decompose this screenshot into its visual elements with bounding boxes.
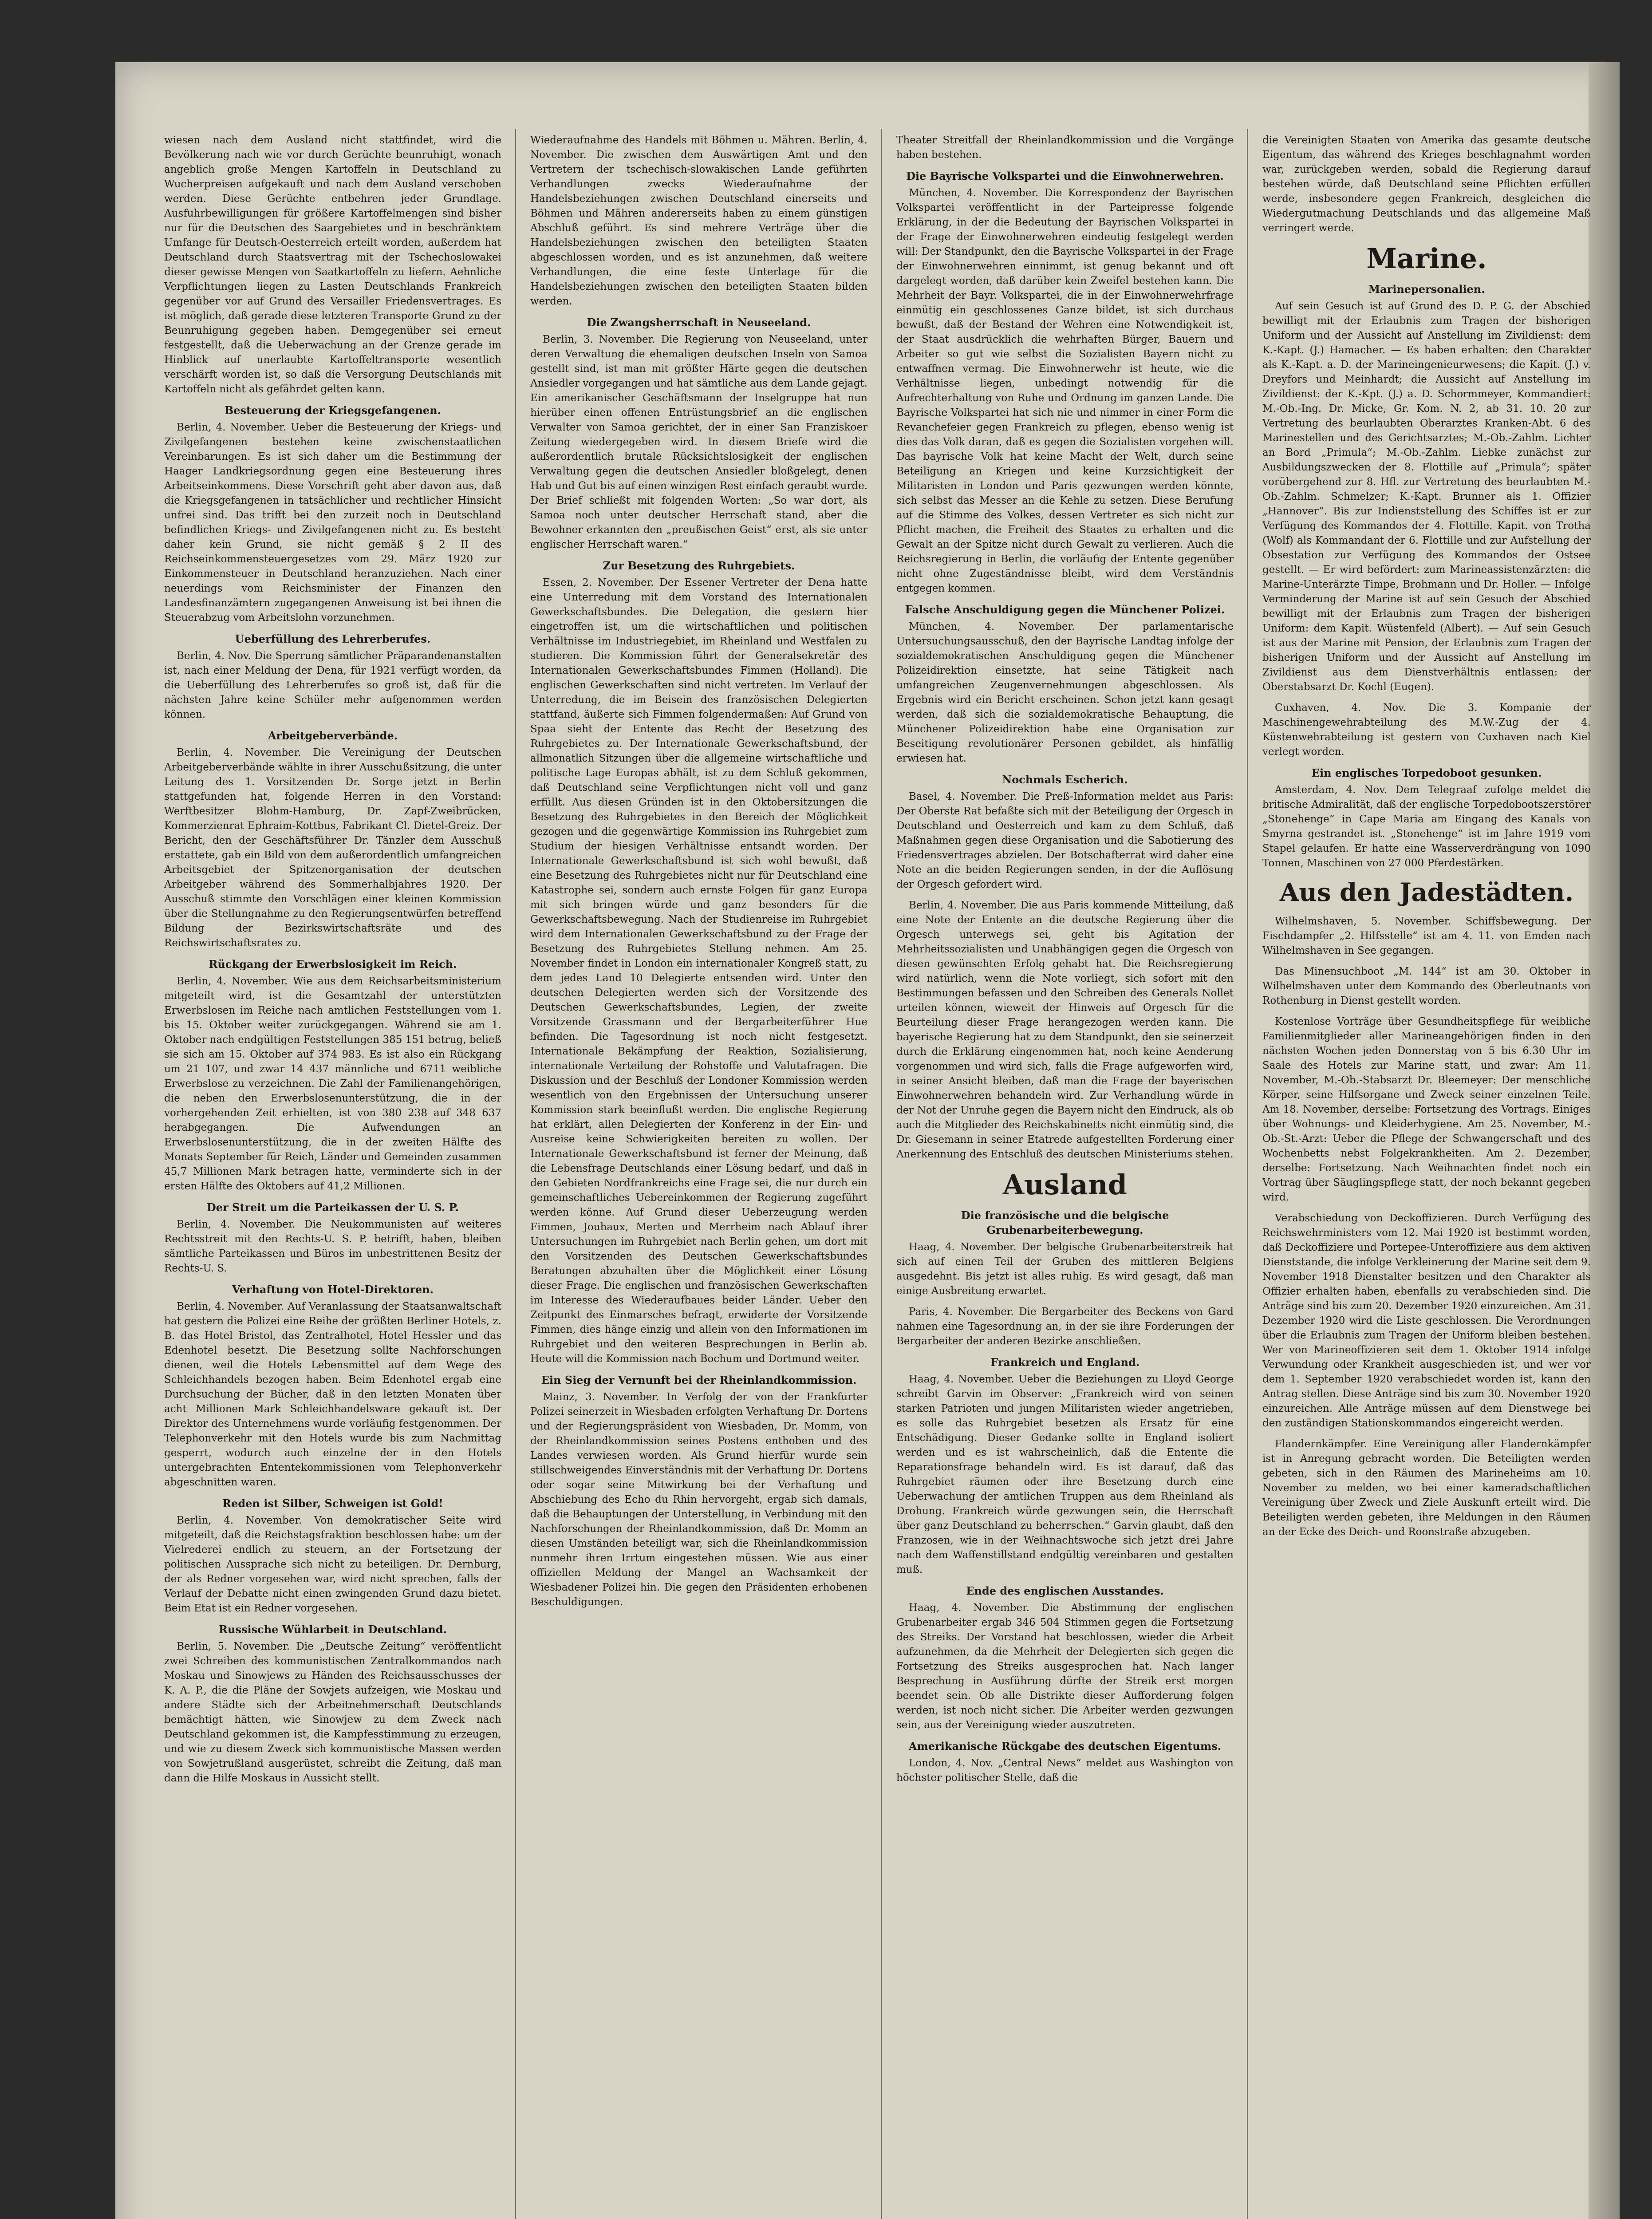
article bbox=[164, 403, 501, 625]
article-heading: Ein Sieg der Vernunft bei der Rheinlandkommission. bbox=[541, 1374, 857, 1386]
article bbox=[1262, 914, 1591, 958]
article bbox=[1262, 282, 1591, 695]
article bbox=[164, 1622, 501, 1786]
article-text: Berlin, 4. November. Von demokratischer Seite wird mitgeteilt, daß die Reichstagsfraktion beschlossen habe: um der Vielrederei endlich zu steuern, an der Fortsetzung der politischen Aussprache sich nicht zu beteiligen. Dr. Dernburg, der als Redner vorgesehen war, wird nicht sprechen, falls der Verlauf der Debatte nicht einen zwingenden Grund dazu bietet. Beim Etat ist ein Redner vorgesehen. bbox=[164, 1515, 501, 1614]
article bbox=[164, 728, 501, 951]
article-heading: Amerikanische Rückgabe des deutschen Eigentums. bbox=[908, 1740, 1222, 1753]
article-text: Basel, 4. November. Die Preß-Information meldet aus Paris: Der Oberste Rat befaßte sich mit der Beteiligung der Orgesch in Deutschland und Oesterreich und kam zu dem Schluß, daß Maßnahmen gegen diese Organisation und die Sabotierung des Friedensvertrages abzielen. Der Botschafterrat wird daher eine Note an die beiden Regierungen senden, in der die Auflösung der Orgesch gefordert wird. bbox=[896, 791, 1234, 890]
article-text: Flandernkämpfer. Eine Vereinigung aller Flandernkämpfer ist in Anregung gebracht worden. Die Beteiligten werden gebeten, sich in den Räumen des Marineheims am 10. November zu melden, wo bei einer kameradschaftlichen Vereinigung über Zweck und Ziele Auskunft erteilt wird. Die Beteiligten werden gebeten, ihre Meldungen in den Räumen an der Ecke des Deich- und Roonstraße abzugeben. bbox=[1262, 1438, 1591, 1538]
article bbox=[1262, 701, 1591, 759]
article bbox=[164, 1496, 501, 1616]
article-text: Amsterdam, 4. Nov. Dem Telegraaf zufolge meldet die britische Admiralität, daß der englische Torpedobootszerstörer „Stonehenge“ in Cape Maria am Eingang des Kanals von Smyrna gestrandet ist. „Stonehenge“ ist im Jahre 1919 vom Stapel gelaufen. Er hatte eine Wasserverdrängung von 1090 Tonnen, Maschinen von 27 000 Pferdestärken. bbox=[1262, 784, 1591, 869]
article bbox=[1262, 877, 1591, 908]
article-heading: Reden ist Silber, Schweigen ist Gold! bbox=[222, 1497, 443, 1510]
article bbox=[1262, 766, 1591, 871]
article-heading: Ein englisches Torpedoboot gesunken. bbox=[1311, 766, 1542, 779]
column-1 bbox=[164, 133, 501, 2219]
article-heading: Arbeitgeberverbände. bbox=[268, 729, 398, 742]
article-heading: Russische Wühlarbeit in Deutschland. bbox=[219, 1623, 447, 1636]
article bbox=[896, 1305, 1234, 1349]
article-text: Paris, 4. November. Die Bergarbeiter des Beckens von Gard nahmen eine Tagesordnung an, in der sie ihre Forderungen der Bergarbeiter der anderen Bezirke anschließen. bbox=[896, 1306, 1234, 1347]
article-text: Mainz, 3. November. In Verfolg der von der Frankfurter Polizei seinerzeit in Wiesbaden erfolgten Verhaftung Dr. Dortens und der Regierungspräsident von Wiesbaden, Dr. Momm, von der Rheinlandkommission seines Postens enthoben und des Landes verwiesen worden. Als Grund hierfür wurde sein stillschweigendes Einverständnis mit der Verhaftung Dr. Dortens oder sogar seine Mitwirkung bei der Verhaftung und Abschiebung des Echo du Rhin hervorgeht, ergab sich damals, daß die Behauptungen der Unterstellung, in Verbindung mit den Nachforschungen der Rheinlandkommission, daß Dr. Momm an diesen Umständen beteiligt war, sich die Rheinlandkommission nunmehr ihren Irrtum eingestehen müssen. Wie aus einer offiziellen Meldung der Mangel an Wachsamkeit der Wiesbadener Polizei hin. Die gegen den Präsidenten erhobenen Beschuldigungen. bbox=[530, 1391, 867, 1608]
column-2 bbox=[530, 133, 867, 2219]
article-heading: Rückgang der Erwerbslosigkeit im Reich. bbox=[209, 958, 457, 971]
article bbox=[896, 1208, 1234, 1299]
article-heading: Der Streit um die Parteikassen der U. S. P. bbox=[206, 1201, 459, 1214]
article-text: Berlin, 4. November. Auf Veranlassung der Staatsanwaltschaft hat gestern die Polizei eine Reihe der größten Berliner Hotels, z. B. das Hotel Bristol, das Zentralhotel, Hotel Hessler und das Edenhotel besetzt. Die Besetzung sollte Nachforschungen dienen, weil die Hotels Lebensmittel auf dem Wege des Schleichhandels bezogen haben. Beim Edenhotel ergab eine Durchsuchung der Bücher, daß in den letzten Monaten über acht Millionen Mark Schleichhandelsware gekauft ist. Der Direktor des Unternehmens wurde vorläufig festgenommen. Der Telephonverkehr mit den Hotels wurde bis zum Nachmittag gesperrt, wodurch auch einzelne der in den Hotels untergebrachten Ententekommissionen vom Telephonverkehr abgeschnitten waren. bbox=[164, 1301, 501, 1488]
article-text: Cuxhaven, 4. Nov. Die 3. Kompanie der Maschinengewehrabteilung des M.W.-Zug der 4. Küstenwehrabteilung ist gestern von Cuxhaven nach Kiel verlegt worden. bbox=[1262, 702, 1591, 758]
article bbox=[896, 1739, 1234, 1785]
column-rule bbox=[1247, 129, 1248, 2219]
article-text: die Vereinigten Staaten von Amerika das gesamte deutsche Eigentum, das während des Krieges beschlagnahmt worden war, zurückgeben werden, sobald die Regierung darauf bestehen würde, daß Deutschland seine Pflichten erfüllen werde, insbesondere gegen Frankreich, desgleichen die Wiedergutmachung Deutschlands und das allgemeine Maß verringert werde. bbox=[1262, 134, 1591, 234]
article-text: Das Minensuchboot „M. 144“ ist am 30. Oktober in Wilhelmshaven unter dem Kommando des Oberleutnants von Rothenburg in Dienst gestellt worden. bbox=[1262, 966, 1591, 1007]
article-heading: Ueberfüllung des Lehrerberufes. bbox=[235, 632, 431, 645]
column-4 bbox=[1262, 133, 1591, 2219]
article bbox=[164, 133, 501, 397]
article-heading: Zur Besetzung des Ruhrgebiets. bbox=[603, 559, 795, 572]
article-text: Auf sein Gesuch ist auf Grund des D. P. G. der Abschied bewilligt mit der Erlaubnis zum Tragen der bisherigen Uniform und der Aussicht auf Anstellung im Zivildienst: dem K.-Kapt. (J.) Hamacher. — Es haben erhalten: den Charakter als K.-Kapt. a. D. der Marineingenieurwesens; die Kapit. (J.) v. Dreyfors und Meinhardt; die Aussicht auf Anstellung im Zivildienst: der K.-Kpt. (J.) a. D. Schormmeyer, Kommandiert: M.-Ob.-Ing. Dr. Micke, Gr. Kom. N. 2, ab 31. 10. 20 zur Vertretung des beurlaubten Oberarztes Kranken-Abt. 6 des Marinestellen und des Gerichtsarztes; M.-Ob.-Zahlm. Lichter an Bord „Primula“; M.-Ob.-Zahlm. Liebke zunächst zur Ausbildungszwecken der 8. Flottille auf „Primula“; später vorübergehend zur 8. Hfl. zur Vertretung des beurlaubten M.-Ob.-Zahlm. Schmelzer; K.-Kapt. Brunner als 1. Offizier „Hannover“. Bis zur Indienststellung des Schiffes ist er zur Verfügung des Kommandos der 4. Flottille. Kapit. von Trotha (Wolf) als Kommandant der 6. Flottille und zur Aufstellung der Obsestation zur Verfügung des Kommandos der Ostsee gestellt. — Er wird befördert: zum Marineassistenzärzten: die Marine-Unterärzte Timpe, Brohmann und Dr. Holler. — Infolge Verminderung der Marine ist auf sein Gesuch der Abschied bewilligt mit der Erlaubnis zum Tragen der bisherigen Uniform: dem Kapit. Wüstenfeld (Albert). — Auf sein Gesuch ist aus der Marine mit Pension, der Erlaubnis zum Tragen der bisherigen Uniform und der Aussicht auf Anstellung im Zivildienst aus dem Dienstverhältnis entlassen: der Oberstabsarzt Dr. Kochl (Eugen). bbox=[1262, 300, 1591, 693]
article bbox=[896, 772, 1234, 892]
article bbox=[530, 558, 867, 1366]
article-text: München, 4. November. Der parlamentarische Untersuchungsausschuß, den der Bayrische Landtag infolge der sozialdemokratischen Anschuldigung gegen die Münchener Polizeidirektion einsetzte, hat seine Tätigkeit nach umfangreichen Zeugenvernehmungen abgeschlossen. Als Ergebnis wird ein Bericht erscheinen. Schon jetzt kann gesagt werden, daß sich die sozialdemokratische Behauptung, die Münchener Polizeidirektion habe eine Organisation zur Beseitigung revolutionärer Personen gebildet, als hinfällig erwiesen hat. bbox=[896, 621, 1234, 764]
article-text: Essen, 2. November. Der Essener Vertreter der Dena hatte eine Unterredung mit dem Vorstand des Internationalen Gewerkschaftsbundes. Die Delegation, die gestern hier eingetroffen ist, um die wirtschaftlichen und politischen Verhältnisse im Industriegebiet, im Rheinland und Westfalen zu studieren. Die Kommission führt der Generalsekretär des Internationalen Gewerkschaftsbundes Fimmen (Holland). Die englischen Gewerkschaften sind nicht vertreten. Im Verlauf der Unterredung, die im Beisein des französischen Delegierten stattfand, äußerte sich Fimmen folgendermaßen: Auf Grund von Spaa sieht der Entente das Recht der Besetzung des Ruhrgebietes zu. Der Internationale Gewerkschaftsbund, der allmonatlich Sitzungen über die allgemeine wirtschaftliche und politische Lage Europas abhält, ist zu dem Schluß gekommen, daß Deutschland seine Verpflichtungen nicht voll und ganz erfüllt. Aus diesen Gründen ist in den Oktobersitzungen die Besetzung des Ruhrgebietes in den Bereich der Möglichkeit gezogen und die gegenwärtige Kommission ins Ruhrgebiet zum Studium der hiesigen Verhältnisse entsandt worden. Der Internationale Gewerkschaftsbund ist sich wohl bewußt, daß eine Besetzung des Ruhrgebietes nicht nur für Deutschland eine Katastrophe sei, sondern auch ernste Folgen für ganz Europa mit sich bringen würde und ganz besonders für die Gewerkschaftsbewegung. Nach der Studienreise im Ruhrgebiet wird dem Internationalen Gewerkschaftsbund zu der Frage der Besetzung des Ruhrgebietes Stellung nehmen. Am 25. November findet in London ein internationaler Kongreß statt, zu dem jedes Land 10 Delegierte entsenden wird. Unter den deutschen Delegierten werden sich der Vorsitzende des Deutschen Gewerkschaftsbundes, Legien, der zweite Vorsitzende Grassmann und der Bergarbeiterführer Hue befinden. Die Tagesordnung ist noch nicht festgesetzt. Internationale Bekämpfung der Reaktion, Sozialisierung, internationale Verteilung der Rohstoffe und Valutafragen. Die Diskussion und der Beschluß der Londoner Kommission werden wesentlich von den Ergebnissen der Untersuchung unserer Kommission stark beeinflußt werden. Die englische Regierung hat erklärt, allen Delegierten der Konferenz in der Ein- und Ausreise keine Schwierigkeiten bereiten zu wollen. Der Internationale Gewerkschaftsbund ist ferner der Meinung, daß die Lebensfrage Deutschlands einer Lösung bedarf, und daß in den Gebieten Nordfrankreichs eine Frage sei, die nur durch ein gemeinschaftliches Uebereinkommen der Regierung zugeführt werden könne. Auf Grund dieser Ueberzeugung werden Fimmen, Jouhaux, Merten und Merrheim nach Ablauf ihrer Untersuchungen im Ruhrgebiet nach Berlin gehen, um dort mit den Vorsitzenden des Deutschen Gewerkschaftsbundes Beratungen abzuhalten über die Möglichkeit einer Lösung dieser Frage. Die englischen und französischen Gewerkschaften im Interesse des Wiederaufbaues beider Länder. Ueber den Zeitpunkt des Einmarsches befragt, erwiderte der Vorsitzende Fimmen, dies hänge einzig und allein von den Informationen im Ruhrgebiet und den weiteren Besprechungen in Berlin ab. Heute will die Kommission nach Bochum und Dortmund weiter. bbox=[530, 577, 867, 1365]
article-text: Berlin, 4. November. Wie aus dem Reichsarbeitsministerium mitgeteilt wird, ist die Gesamtzahl der unterstützten Erwerbslosen im Reiche nach amtlichen Feststellungen vom 1. bis 15. Oktober weiter zurückgegangen. Während sie am 1. Oktober nach endgültigen Feststellungen 385 151 betrug, beließ sie sich am 15. Oktober auf 374 983. Es ist also ein Rückgang um 21 107, und zwar 14 437 männliche und 6711 weibliche Erwerbslose zu verzeichnen. Die Zahl der Familienangehörigen, die neben den Erwerbslosenunterstützung, die in der vorhergehenden Zeit erhielten, ist von 380 238 auf 348 637 herabgegangen. Die Aufwendungen an Erwerbslosenunterstützung, die in der zweiten Hälfte des Monats September für Reich, Länder und Gemeinden zusammen 45,7 Millionen Mark betragen hatte, verminderte sich in der ersten Hälfte des Oktobers auf 41,2 Millionen. bbox=[164, 975, 501, 1192]
article bbox=[530, 315, 867, 552]
article-text: Berlin, 4. November. Die aus Paris kommende Mitteilung, daß eine Note der Entente an die deutsche Regierung über die Orgesch unterwegs sei, geht bis Agitation der Mehrheitssozialisten und Unabhängigen gegen die Orgesch von diesen gewünschten Erfolg gehabt hat. Die Reichsregierung wird natürlich, wenn die Note vorliegt, sich sofort mit den Bestimmungen befassen und den Schreiben des Generals Nollet urteilen können, wieweit der Hinweis auf Orgesch für die Beurteilung dieser Frage herangezogen werden kann. Die bayerische Regierung hat zu dem Standpunkt, den sie seinerzeit durch die Erklärung eingenommen hat, noch keine Aenderung vorgenommen und wird sich, falls die Frage aufgeworfen wird, in seiner Ansicht bleiben, daß man die Frage der bayerischen Einwohnerwehren behandeln wird. Zur Verhandlung würde in der Not der Unruhe gegen die Bayern nicht den Eindruck, als ob auch die Mitglieder des Reichskabinetts nicht einmütig sind, die Dr. Giesemann in seiner Etatrede aufgestellten Forderung einer Anerkennung des Entschluß des deutschen Ministeriums stehen. bbox=[896, 900, 1234, 1160]
article-text: Wiederaufnahme des Handels mit Böhmen u. Mähren. Berlin, 4. November. Die zwischen dem Auswärtigen Amt und den Vertretern der tschechisch-slowakischen Lande geführten Verhandlungen zwecks Wiederaufnahme der Handelsbeziehungen zwischen Deutschland einerseits und Böhmen und Mähren andererseits haben zu einem günstigen Abschluß geführt. Es sind mehrere Verträge über die Handelsbeziehungen zwischen den beteiligten Staaten abgeschlossen worden, und es ist anzunehmen, daß weitere Verhandlungen, die eine feste Unterlage für die Handelsbeziehungen zwischen den beteiligten Staaten bilden werden. bbox=[530, 134, 867, 307]
section-heading: Marine. bbox=[1366, 242, 1487, 275]
article-heading: Die Zwangsherrschaft in Neuseeland. bbox=[587, 316, 811, 329]
column-rule bbox=[881, 129, 882, 2219]
page-edge-shadow bbox=[1589, 62, 1620, 2219]
article bbox=[896, 169, 1234, 596]
article-text: München, 4. November. Die Korrespondenz der Bayrischen Volkspartei veröffentlicht in der Parteipresse folgende Erklärung, in der die Bedeutung der Bayrischen Volkspartei in der Frage der Einwohnerwehren eindeutig festgelegt werden will: Der Standpunkt, den die Bayrische Volkspartei in der Frage der Einwohnerwehren einnimmt, ist genug bekannt und oft dargelegt worden, daß darüber kein Zweifel bestehen kann. Die Mehrheit der Bayr. Volkspartei, die in der Einwohnerwehrfrage einmütig ein geschlossenes Ganze bildet, ist sich durchaus bewußt, daß der Bestand der Wehren eine Notwendigkeit ist, der Staat ausdrücklich die wehrhaften Bürger, Bauern und Arbeiter so gut wie selbst die Sozialisten Bayern nicht zu entwaffnen vermag. Die Einwohnerwehr ist heute, wie die Verhältnisse liegen, unbedingt notwendig für die Aufrechterhaltung von Ruhe und Ordnung im ganzen Lande. Die Bayrische Volkspartei hat sich nie und nimmer in einer Form die Revanchefeier gegen Frankreich zu pflegen, ebenso wenig ist dies das Volk daran, daß es gegen die Sozialisten vorgehen will. Das bayrische Volk hat keine Macht der Welt, durch seine Beteiligung an Kriegen und keine Kurzsichtigkeit der Militaristen in London und Paris gezwungen werden könnte, sich selbst das Messer an die Kehle zu setzen. Diese Berufung auf die Stimme des Volkes, dessen Vertreter es sich nicht zur Pflicht machen, die Freiheit des Staates zu erhalten und die Gewalt an der Spitze nicht durch Gewalt zu verlieren. Auch die Reichsregierung in Berlin, die vorläufig der Entente gegenüber nicht ohne Zugeständnisse bleibt, wird dem Verständnis entgegen kommen. bbox=[896, 187, 1234, 594]
section-heading: Aus den Jadestädten. bbox=[1279, 878, 1574, 907]
column-rule bbox=[515, 129, 516, 2219]
article bbox=[1262, 1437, 1591, 1540]
article-heading: Besteuerung der Kriegsgefangenen. bbox=[224, 404, 441, 417]
article-heading: Nochmals Escherich. bbox=[1002, 773, 1128, 786]
article bbox=[530, 1373, 867, 1610]
article bbox=[1262, 1211, 1591, 1431]
article-heading: Verhaftung von Hotel-Direktoren. bbox=[232, 1283, 434, 1296]
article-text: Berlin, 3. November. Die Regierung von Neuseeland, unter deren Verwaltung die ehemaligen deutschen Inseln von Samoa gestellt sind, ist man mit größter Härte gegen die deutschen Ansiedler vorgegangen und hat sämtliche aus dem Lande gejagt. Ein amerikanischer Geschäftsmann der Inselgruppe hat nun hierüber einen offenen Entrüstungsbrief an die englischen Verwalter von Samoa gerichtet, der in einer San Franziskoer Zeitung wiedergegeben wird. In diesem Briefe wird die außerordentlich brutale Rücksichtslosigkeit der englischen Verwaltung gegen die deutschen Ansiedler bloßgelegt, denen Hab und Gut bis auf einen winzigen Rest einfach geraubt wurde. Der Brief schließt mit folgenden Worten: „So war dort, als Samoa noch unter deutscher Herrschaft stand, aber die Bewohner erkannten den „preußischen Geist“ erst, als sie unter englischer Herrschaft waren.“ bbox=[530, 334, 867, 550]
article-text: wiesen nach dem Ausland nicht stattfindet, wird die Bevölkerung nach wie vor durch Gerüchte beunruhigt, wonach angeblich große Mengen Kartoffeln in Deutschland zu Wucherpreisen aufgekauft und nach dem Ausland verschoben werden. Diese Gerüchte entbehren jeder Grundlage. Ausfuhrbewilligungen für größere Kartoffelmengen sind bisher nur für die Deutschen des Saargebietes und in beschränktem Umfange für Deutsch-Oesterreich erteilt worden, außerdem hat Deutschland durch Staatsvertrag mit der Tschechoslowakei dieser gewisse Mengen von Saatkartoffeln zu liefern. Aehnliche Verpflichtungen liegen zu Lasten Deutschlands Frankreich gegenüber vor auf Grund des Versailler Friedensvertrages. Es ist möglich, daß gerade diese letzteren Transporte Grund zu der Beunruhigung gegeben haben. Demgegenüber sei erneut festgestellt, daß die Ueberwachung an der Grenze gerade im Hinblick auf unerlaubte Kartoffeltransporte wesentlich verschärft worden ist, so daß die Versorgung Deutschlands mit Kartoffeln nicht als gefährdet gelten kann. bbox=[164, 134, 501, 395]
article bbox=[896, 1583, 1234, 1733]
article-text: Verabschiedung von Deckoffizieren. Durch Verfügung des Reichswehrministers vom 12. Mai 1920 ist bestimmt worden, daß Deckoffiziere und Portepee-Unteroffiziere aus dem aktiven Dienststande, die infolge Verkleinerung der Marine seit dem 9. November 1918 Dienstalter besitzen und den Charakter als Offizier erhalten haben, ebenfalls zu verabschieden sind. Die Anträge sind bis zum 20. Dezember 1920 einzureichen. Am 31. Dezember 1920 wird die Liste geschlossen. Die Verordnungen über die Erlaubnis zum Tragen der Uniform bleiben bestehen. Wer von Marineoffizieren seit dem 1. Oktober 1914 infolge Verwundung oder Krankheit ausgeschieden ist, und wer vor dem 1. September 1920 verabschiedet worden ist, kann den Antrag stellen. Diese Anträge sind bis zum 30. November 1920 einzureichen. Alle Anträge müssen auf dem Dienstwege bei den zuständigen Stationskommandos eingereicht werden. bbox=[1262, 1212, 1591, 1429]
article bbox=[896, 1355, 1234, 1577]
article bbox=[530, 133, 867, 309]
article-text: Theater Streitfall der Rheinlandkommission und die Vorgänge haben bestehen. bbox=[896, 134, 1234, 161]
article-heading: Frankreich und England. bbox=[990, 1356, 1140, 1369]
article-heading: Marinepersonalien. bbox=[1368, 283, 1485, 296]
article-heading: Die französische und die belgische Grubenarbeiterbewegung. bbox=[961, 1209, 1169, 1236]
article bbox=[896, 1168, 1234, 1202]
article bbox=[164, 1282, 501, 1490]
article-text: Haag, 4. November. Der belgische Grubenarbeiterstreik hat sich auf einen Teil der Gruben des mittleren Belgiens ausgedehnt. Bis jetzt ist alles ruhig. Es wird gesagt, daß man einige Ausbreitung erwartet. bbox=[896, 1241, 1234, 1297]
newspaper-page bbox=[115, 62, 1620, 2219]
article bbox=[1262, 133, 1591, 236]
article-heading: Die Bayrische Volkspartei und die Einwohnerwehren. bbox=[906, 170, 1224, 182]
article bbox=[1262, 964, 1591, 1008]
article bbox=[896, 898, 1234, 1162]
article bbox=[164, 1200, 501, 1276]
article bbox=[164, 957, 501, 1194]
article bbox=[1262, 242, 1591, 276]
section-heading: Ausland bbox=[1002, 1169, 1128, 1201]
article bbox=[896, 602, 1234, 766]
article bbox=[896, 133, 1234, 162]
article-text: Haag, 4. November. Die Abstimmung der englischen Grubenarbeiter ergab 346 504 Stimmen gegen die Fortsetzung des Streiks. Der Vorstand hat beschlossen, wieder die Arbeit aufzunehmen, da die Mehrheit der Delegierten sich gegen die Fortsetzung des Streiks ausgesprochen hat. Nach langer Besprechung in Ausführung dürfte der Streik erst morgen beendet sein. Ob alle Distrikte dieser Aufforderung folgen werden, ist noch nicht sicher. Die Arbeiter werden gezwungen sein, aus der Vereinigung wieder auszutreten. bbox=[896, 1602, 1234, 1731]
article-heading: Ende des englischen Ausstandes. bbox=[966, 1584, 1164, 1597]
column-3 bbox=[896, 133, 1234, 2219]
article-heading: Falsche Anschuldigung gegen die Münchener Polizei. bbox=[905, 603, 1225, 616]
article-text: Berlin, 4. November. Die Vereinigung der Deutschen Arbeitgeberverbände wählte in ihrer Ausschußsitzung, die unter Leitung des 1. Vorsitzenden Dr. Sorge jetzt in Berlin stattgefunden hat, folgende Herren in den Vorstand: Werftbesitzer Blohm-Hamburg, Dr. Zapf-Zweibrücken, Kommerzienrat Ephraim-Kottbus, Fabrikant Cl. Dietel-Greiz. Der Bericht, den der Geschäftsführer Dr. Tänzler dem Ausschuß erstattete, gab ein Bild von dem außerordentlich umfangreichen Arbeitsgebiet der Spitzenorganisation der deutschen Arbeitgeber während des Sommerhalbjahres 1920. Der Ausschuß stimmte den Vorschlägen einer kleinen Kommission über die Stellungnahme zu den Regierungsentwürfen betreffend Bildung der Bezirkswirtschaftsräte und des Reichswirtschaftsrates zu. bbox=[164, 747, 501, 949]
article-text: Berlin, 4. November. Die Neukommunisten auf weiteres Rechtsstreit mit den Rechts-U. S. P. betrifft, haben, bleiben sämtliche Parteikassen und Büros im unbestrittenen Besitz der Rechts-U. S. bbox=[164, 1219, 501, 1274]
article-text: Berlin, 4. November. Ueber die Besteuerung der Kriegs- und Zivilgefangenen bestehen keine zwischenstaatlichen Vereinbarungen. Es ist sich daher um die Bestimmung der Haager Landkriegsordnung gegen eine Besteuerung ihres Arbeitseinkommens. Diese Vorschrift geht aber davon aus, daß die Kriegsgefangenen in tatsächlicher und rechtlicher Hinsicht unfrei sind. Das trifft bei den zurzeit noch in Deutschland befindlichen Kriegs- und Zivilgefangenen nicht zu. Es besteht daher kein Grund, sie nicht gemäß § 2 II des Reichseinkommensteuergesetzes vom 29. März 1920 zur Einkommensteuer in Deutschland heranzuziehen. Nach einer neuerdings vom Reichsminister der Finanzen den Landesfinanzämtern zugegangenen Anweisung ist bei ihnen die Steuerabzug vom Arbeitslohn vorzunehmen. bbox=[164, 422, 501, 624]
article-text: Berlin, 4. Nov. Die Sperrung sämtlicher Präparandenanstalten ist, nach einer Meldung der Dena, für 1921 verfügt worden, da die Ueberfüllung des Lehrerberufes so groß ist, daß für die nächsten Jahre keine Schüler mehr aufgenommen werden können. bbox=[164, 650, 501, 720]
article-text: Berlin, 5. November. Die „Deutsche Zeitung“ veröffentlicht zwei Schreiben des kommunistischen Zentralkommandos nach Moskau und Sinowjews zu Händen des Reichsausschusses der K. A. P., die die Pläne der Sowjets aufzeigen, wie Moskau und andere Städte sich der Arbeitnehmerschaft Deutschlands bemächtigt hätten, wie Sinowjew zu dem Zweck nach Deutschland gekommen ist, die Kampfesstimmung zu erzeugen, und wie zu diesem Zweck sich kommunistische Massen werden von Sowjetrußland ausgerüstet, schreibt die Zeitung, daß man dann die Hilfe Moskaus in Aussicht stellt. bbox=[164, 1641, 501, 1784]
article-text: Haag, 4. November. Ueber die Beziehungen zu Lloyd George schreibt Garvin im Observer: „Frankreich wird von seinen starken Patrioten und jungen Militaristen wieder angetrieben, es solle das Ruhrgebiet besetzen als Ersatz für eine Entschädigung. Dieser Gedanke sollte in England isoliert werden und es ist wahrscheinlich, daß die Entente die Reparationsfrage behandeln wird. Es ist darauf, daß das Ruhrgebiet räumen oder ihre Besetzung durch eine Ueberwachung der amtlichen Truppen aus dem Rheinland als Drohung. Frankreich würde gezwungen sein, die Herrschaft über ganz Deutschland zu beherrschen.“ Garvin glaubt, daß den Franzosen, wie in der Weihnachtswoche sich jetzt drei Jahre nach dem Waffenstillstand endgültig vereinbaren und gestalten muß. bbox=[896, 1374, 1234, 1575]
article-text: London, 4. Nov. „Central News“ meldet aus Washington von höchster politischer Stelle, daß die bbox=[896, 1757, 1234, 1784]
article-text: Wilhelmshaven, 5. November. Schiffsbewegung. Der Fischdampfer „2. Hilfsstelle“ ist am 4. 11. von Emden nach Wilhelmshaven in See gegangen. bbox=[1262, 916, 1591, 956]
article bbox=[164, 632, 501, 722]
article-text: Kostenlose Vorträge über Gesundheitspflege für weibliche Familienmitglieder aller Marineangehörigen finden in den nächsten Wochen jeden Donnerstag von 5 bis 6.30 Uhr im Saale des Hotels zur Marine statt, und zwar: Am 11. November, M.-Ob.-Stabsarzt Dr. Bleemeyer: Der menschliche Körper, seine Hilfsorgane und Zweck seiner einzelnen Teile. Am 18. November, derselbe: Fortsetzung des Vortrags. Einiges über Wohnungs- und Kleiderhygiene. Am 25. November, M.-Ob.-St.-Arzt: Ueber die Pflege der Schwangerschaft und des Wochenbetts nebst Folgekrankheiten. Am 2. Dezember, derselbe: Fortsetzung. Nach Weihnachten findet noch ein Vortrag über Säuglingspflege statt, der noch bekannt gegeben wird. bbox=[1262, 1016, 1591, 1203]
article bbox=[1262, 1015, 1591, 1205]
